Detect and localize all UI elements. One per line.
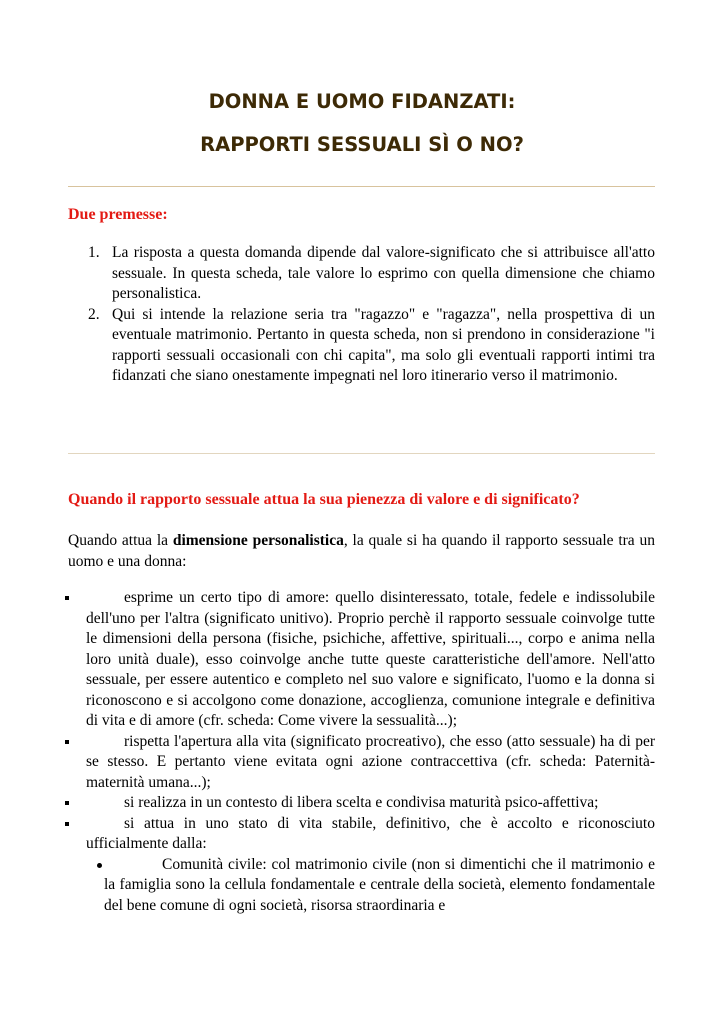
list-item	[68, 305, 655, 387]
round-bullet-icon	[97, 863, 102, 868]
bullet-item	[68, 588, 655, 732]
intro-text-after: , la quale si ha quando il rapporto sessuale tra un uomo e una donna:	[68, 532, 655, 570]
square-bullet-icon	[65, 740, 69, 744]
page-title-line-2: RAPPORTI SESSUALI SÌ O NO?	[200, 133, 524, 156]
square-bullet-icon	[65, 822, 69, 826]
bullet-text: si realizza in un contesto di libera scelta e condivisa maturità psico-affettiva;	[124, 794, 599, 811]
intro-paragraph	[68, 531, 655, 572]
bullet-item	[68, 793, 655, 814]
list-item	[68, 243, 655, 305]
list-number: 2.	[88, 305, 100, 323]
horizontal-divider	[68, 453, 655, 454]
sub-bullet-text: Comunità civile: col matrimonio civile (non si dimentichi che il matrimonio e la famiglia sono la cellula fondamentale e centrale della società, elemento fondamentale del bene comune di ogni società, risorsa straordinaria e	[104, 855, 655, 914]
bullet-item	[68, 814, 655, 917]
list-number: 1.	[88, 244, 100, 261]
page-title-line-1: DONNA E UOMO FIDANZATI:	[208, 90, 516, 113]
bullet-text: esprime un certo tipo di amore: quello disinteressato, totale, fedele e indissolubile dell'uno per l'altra (significato unitivo). Proprio perchè il rapporto sessuale coinvolge tutte le dimensioni della persona (fisiche, psichiche, affettive, spirituali..., corpo e anima nella loro unità duale), esso coinvolge anche tutte queste caratteristiche dell'amore. Nell'atto sessuale, per essere autentico e completo nel suo valore e significato, l'uomo e la donna si riconoscono e si accolgono come donazione, accoglienza, comunione integrale e definitiva di vita e di amore (cfr. scheda: Come vivere la sessualità...);	[86, 589, 655, 729]
intro-text-before: Quando attua la	[68, 532, 173, 549]
bullet-item	[68, 732, 655, 794]
square-bullet-icon	[65, 596, 69, 600]
sub-bullet-item	[96, 855, 655, 917]
section-heading-pienezza: Quando il rapporto sessuale attua la sua pienezza di valore e di significato?	[68, 491, 580, 508]
horizontal-divider	[68, 186, 655, 187]
numbered-list	[68, 243, 655, 387]
bullet-list	[68, 588, 655, 916]
intro-bold-term: dimensione personalistica	[172, 532, 344, 549]
bullet-text: si attua in uno stato di vita stabile, definitivo, che è accolto e riconosciuto ufficialmente dalla:	[86, 814, 655, 852]
bullet-text: rispetta l'apertura alla vita (significato procreativo), che esso (atto sessuale) ha di per se stesso. E pertanto viene evitata ogni azione contraccettiva (cfr. scheda: Paternità-maternità umana...);	[86, 732, 655, 791]
square-bullet-icon	[65, 801, 69, 805]
section-heading-premesse: Due premesse:	[68, 206, 168, 223]
list-item-text: Qui si intende la relazione seria tra "ragazzo" e "ragazza", nella prospettiva di un eventuale matrimonio. Pertanto in questa scheda, non si prendono in considerazione "i rapporti sessuali occasionali con chi capita", ma solo gli eventuali rapporti intimi tra fidanzati che siano onestamente impegnati nel loro itinerario verso il matrimonio.	[112, 305, 655, 384]
list-item-text: La risposta a questa domanda dipende dal valore-significato che si attribuisce all'atto sessuale. In questa scheda, tale valore lo esprimo con quella dimensione che chiamo personalistica.	[112, 244, 655, 302]
